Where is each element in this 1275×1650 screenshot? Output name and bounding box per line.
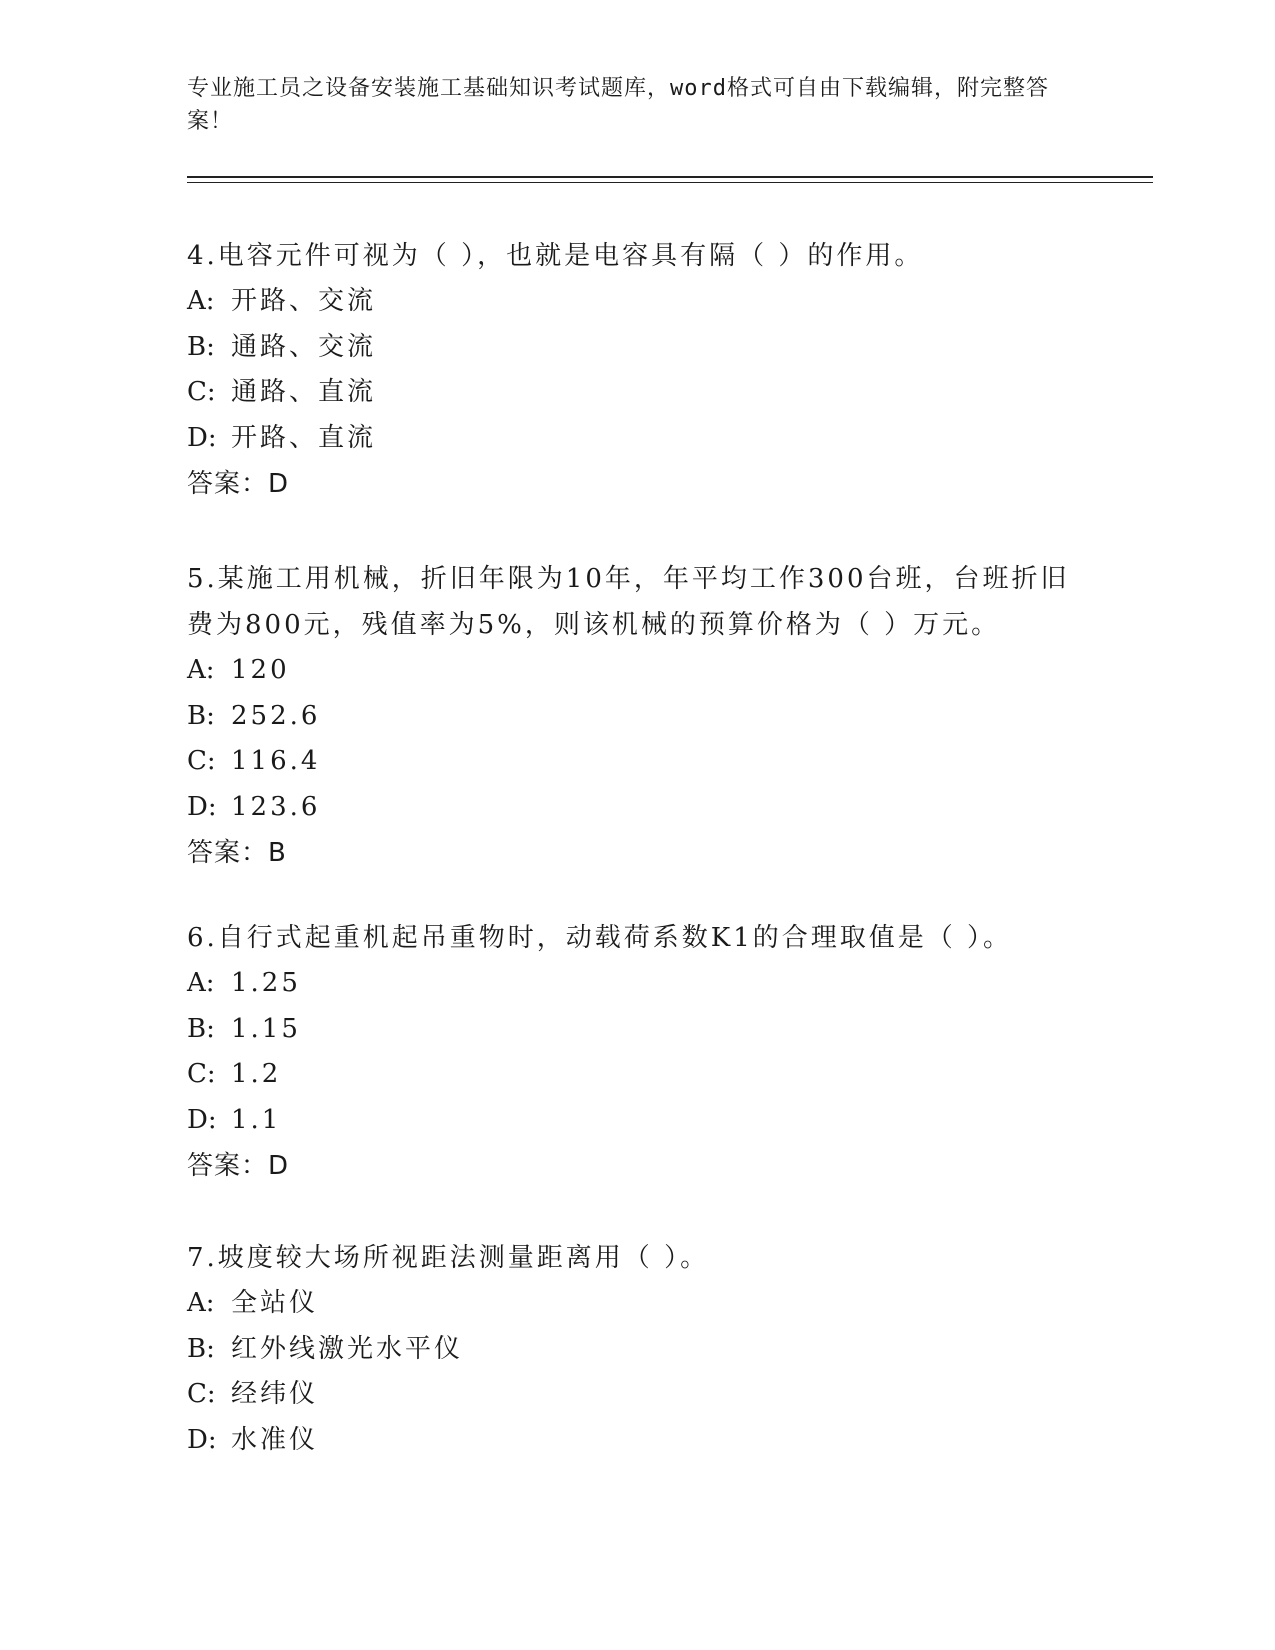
option-letter: C:: [187, 377, 216, 407]
option-letter: A:: [187, 655, 215, 685]
option-letter: C:: [187, 1059, 216, 1089]
option-b: [187, 1007, 1087, 1053]
option-c: [187, 370, 1087, 416]
header-divider: [187, 176, 1153, 178]
option-letter: C:: [187, 746, 216, 776]
option-text: 1.25: [231, 968, 301, 998]
option-a: [187, 279, 1087, 325]
option-d: [187, 785, 1087, 831]
option-b: [187, 1327, 1087, 1373]
option-letter: D:: [187, 422, 217, 453]
option-text: 1.1: [231, 1104, 282, 1135]
option-text: 开路、直流: [231, 422, 377, 453]
option-text: 通路、直流: [231, 377, 377, 407]
option-b: [187, 694, 1087, 740]
option-text: 红外线激光水平仪: [231, 1333, 464, 1364]
option-text: 通路、交流: [231, 331, 377, 362]
option-d: [187, 1418, 1087, 1464]
option-text: 1.15: [231, 1013, 301, 1044]
document-header: 专业施工员之设备安装施工基础知识考试题库，word格式可自由下载编辑，附完整答案！: [187, 76, 1049, 134]
question-6: [187, 915, 1087, 1189]
option-a: [187, 648, 1087, 694]
question-7: [187, 1235, 1087, 1463]
option-d: [187, 1098, 1087, 1144]
option-letter: D:: [187, 1104, 217, 1135]
option-letter: B:: [187, 700, 215, 731]
question-text: 5.某施工用机械，折旧年限为10年，年平均工作300台班，台班折旧费为800元，残值率为5%，则该机械的预算价格为（ ）万元。: [187, 564, 1070, 640]
option-text: 开路、交流: [231, 286, 377, 316]
question-text: 6.自行式起重机起吊重物时，动载荷系数K1的合理取值是（ ）。: [187, 923, 1013, 953]
option-letter: C:: [187, 1379, 216, 1409]
option-text: 120: [231, 655, 290, 685]
option-text: 252.6: [231, 700, 321, 731]
option-letter: B:: [187, 331, 215, 362]
question-text: 7.坡度较大场所视距法测量距离用（ ）。: [187, 1243, 710, 1273]
answer: 答案：B: [187, 838, 287, 868]
option-letter: A:: [187, 1288, 215, 1318]
option-letter: B:: [187, 1013, 215, 1044]
question-5: [187, 556, 1087, 876]
answer: 答案：D: [187, 1151, 290, 1181]
option-c: [187, 1052, 1087, 1098]
option-d: [187, 416, 1087, 462]
option-text: 123.6: [231, 791, 321, 822]
option-letter: A:: [187, 286, 215, 316]
option-a: [187, 1281, 1087, 1327]
option-text: 全站仪: [231, 1288, 319, 1318]
option-letter: B:: [187, 1333, 215, 1364]
option-c: [187, 739, 1087, 785]
option-letter: D:: [187, 791, 217, 822]
option-b: [187, 325, 1087, 371]
option-text: 经纬仪: [231, 1379, 319, 1409]
option-text: 116.4: [231, 746, 321, 776]
question-text: 4.电容元件可视为（ ），也就是电容具有隔（ ）的作用。: [187, 241, 924, 271]
option-text: 1.2: [231, 1059, 282, 1089]
option-letter: D:: [187, 1424, 217, 1455]
question-4: [187, 233, 1087, 507]
option-letter: A:: [187, 968, 215, 998]
option-text: 水准仪: [231, 1424, 319, 1455]
header-divider-thin: [187, 182, 1153, 183]
option-c: [187, 1372, 1087, 1418]
option-a: [187, 961, 1087, 1007]
answer: 答案：D: [187, 469, 290, 499]
